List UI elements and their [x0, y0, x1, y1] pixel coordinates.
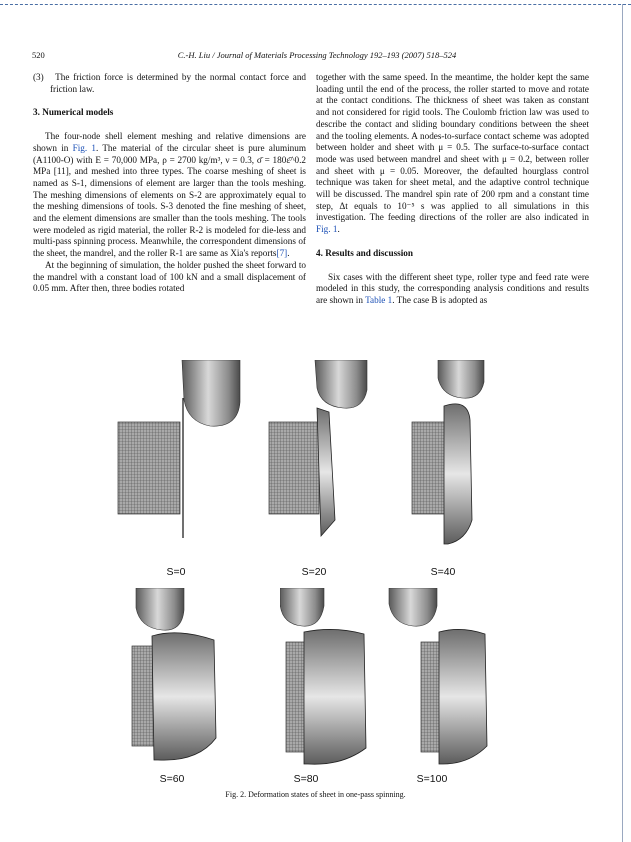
- item-number: (3): [33, 72, 44, 82]
- paragraph-text: Six cases with the different sheet type, roller type and feed rate were modeled in this study, the corresponding analysis conditions and results are shown in: [316, 271, 589, 305]
- roller: [136, 588, 184, 630]
- roller: [438, 360, 484, 398]
- paragraph-text: together with the same speed. In the meantime, the holder kept the same loading until the end of the process, the roller started to move and rotate at the contact conditions. The thickness of sheet was taken as constant and not considered for rigid tools. The Coulomb friction law was used to describe the contact and sliding boundary conditions between the sheet and the tooling elements. A nodes-to-surface contact scheme was adopted between holder and sheet with μ = 0.5. The surface-to-surface contact mode was used between mandrel and sheet with μ = 0.2, between roller and sheet with μ = 0.05. Moreover, the defaulted hourglass control technique was taken for sheet metal, and the adaptive control technique will be discussed. The mandrel spin rate of 200 rpm and a constant time step, Δt equals to 10⁻⁵ s was applied to all simulations in this investigation. The feeding directions of the roller are also indicated in: [316, 72, 589, 223]
- paragraph-text: .: [287, 248, 290, 259]
- roller: [280, 588, 324, 626]
- panel-s20: [265, 360, 375, 560]
- paragraph-text: .: [337, 224, 340, 235]
- label-s100: S=100: [416, 773, 448, 785]
- page-number: 520: [32, 50, 45, 60]
- sheet: [444, 404, 472, 544]
- sheet: [152, 633, 216, 760]
- viewer-right-border: [622, 4, 623, 842]
- figure-caption: Fig. 2. Deformation states of sheet in one-pass spinning.: [225, 790, 406, 799]
- paragraph-results: [316, 272, 589, 307]
- paragraph-text: . The case B is adopted as: [392, 294, 488, 305]
- paragraph-text: . The material of the circular sheet is pure aluminum (A1100-O) with E = 70,000 MPa, ρ = 2700 kg/m³, ν = 0.3, σ̄ = 180ε̄^0.2 MPa [11], and meshed into three types. The coarse meshing of sheet is named as S-1, dimensions of element are larger than the tools meshing. The meshing dimensions of elements on S-2 are approximately equal to the meshing dimensions of tools. S-3 denoted the fine meshing of sheet, and the element dimensions are smaller than the tools meshing. The tools were modeled as rigid material, the roller R-2 is modeled for die-less and multi-pass spinning process. Meanwhile, the correspondent dimensions of the sheet, the mandrel, and the roller R-1 are same as Xia's reports: [33, 142, 307, 259]
- roller: [389, 588, 437, 626]
- journal-running-title: C.-H. Liu / Journal of Materials Processing Technology 192–193 (2007) 518–524: [177, 50, 457, 60]
- mandrel-mesh: [412, 422, 446, 514]
- right-column: [316, 72, 589, 307]
- roller: [182, 360, 240, 426]
- label-s80: S=80: [293, 773, 319, 785]
- left-column: [33, 72, 306, 295]
- roller: [315, 360, 367, 408]
- sheet: [439, 629, 487, 764]
- paragraph-contact: [316, 72, 589, 236]
- page-header: [32, 50, 602, 64]
- ref-7-link[interactable]: [7]: [276, 248, 288, 259]
- panel-s60: [128, 588, 238, 778]
- item-text: The friction force is determined by the normal contact force and friction law.: [50, 72, 307, 94]
- label-s0: S=0: [166, 566, 186, 578]
- fig1-link[interactable]: Fig. 1: [316, 224, 338, 235]
- label-s20: S=20: [301, 566, 327, 578]
- panel-s40: [408, 360, 518, 560]
- paragraph-simulation: At the beginning of simulation, the holder pushed the sheet forward to the mandrel with a constant load of 100 kN and a small displacement of 0.05 mm. After then, three bodies rotated: [33, 259, 306, 294]
- fig1-link[interactable]: Fig. 1: [72, 142, 96, 153]
- paragraph-numerical-models: [33, 131, 306, 260]
- mandrel-mesh: [269, 422, 319, 514]
- label-s60: S=60: [159, 773, 185, 785]
- list-item-3: [33, 72, 306, 95]
- panel-s80: [280, 588, 390, 778]
- paragraph-text: The four-node shell element meshing and relative dimensions are shown in: [33, 131, 306, 153]
- label-s40: S=40: [430, 566, 456, 578]
- viewer-top-border: [0, 4, 631, 5]
- sheet: [304, 629, 366, 764]
- table1-link[interactable]: Table 1: [365, 294, 393, 305]
- section-3-heading: 3. Numerical models: [33, 107, 114, 118]
- section-4-heading: 4. Results and discussion: [316, 247, 414, 258]
- sheet: [317, 408, 335, 536]
- mandrel-mesh: [118, 422, 180, 514]
- panel-s0: [110, 360, 250, 560]
- panel-s100: [385, 588, 495, 778]
